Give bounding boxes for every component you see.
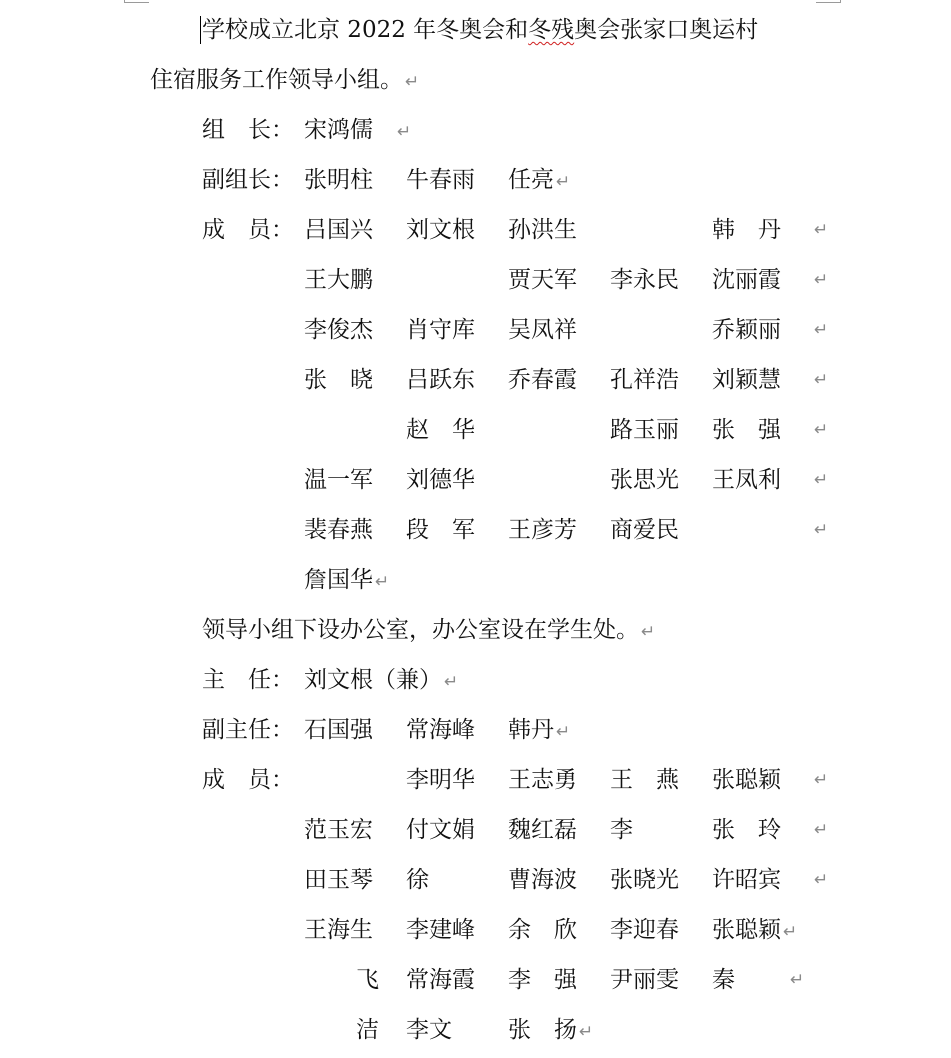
vice-director-name: 常海峰 bbox=[406, 717, 475, 743]
office-member-name: 付文娟 bbox=[406, 817, 475, 843]
heading-paragraph-line1 bbox=[202, 16, 758, 44]
office-member-name: 张聪颖 bbox=[712, 767, 781, 793]
deputy-name-text: 任亮 bbox=[508, 167, 554, 193]
paragraph-mark: ↵ bbox=[814, 320, 829, 340]
member-name: 刘文根 bbox=[406, 217, 475, 243]
paragraph-mark: ↵ bbox=[375, 572, 390, 592]
member-name: 吴凤祥 bbox=[508, 317, 577, 343]
member-name: 乔颖丽 bbox=[712, 317, 781, 343]
paragraph-mark: ↵ bbox=[579, 1022, 594, 1042]
heading-text-line2: 住宿服务工作领导小组。 bbox=[150, 67, 403, 93]
office-member-name: 李 强 bbox=[508, 967, 577, 993]
member-name: 刘德华 bbox=[406, 467, 475, 493]
member-name: 刘颖慧 bbox=[712, 367, 781, 393]
member-name: 王彦芳 bbox=[508, 517, 577, 543]
office-member-name: 许昭宾 bbox=[712, 867, 781, 893]
spellcheck-flagged-word: 冬残 bbox=[528, 17, 575, 43]
office-member-name: 徐 bbox=[406, 867, 429, 893]
office-member-name: 李迎春 bbox=[610, 917, 679, 943]
office-member-name: 李明华 bbox=[406, 767, 475, 793]
paragraph-mark: ↵ bbox=[814, 870, 829, 890]
paragraph-mark: ↵ bbox=[814, 370, 829, 390]
office-member-name: 魏红磊 bbox=[508, 817, 577, 843]
office-member-name: 范玉宏 bbox=[304, 817, 373, 843]
member-name: 肖守库 bbox=[406, 317, 475, 343]
office-member-name: 尹丽雯 bbox=[610, 967, 679, 993]
office-member-name: 李 bbox=[610, 817, 633, 843]
page-corner-top-left bbox=[124, 0, 149, 3]
member-name: 吕国兴 bbox=[304, 217, 373, 243]
paragraph-mark: ↵ bbox=[814, 820, 829, 840]
member-name: 贾天军 bbox=[508, 267, 577, 293]
paragraph-mark: ↵ bbox=[641, 622, 656, 642]
leader-label: 组 长： bbox=[202, 117, 294, 143]
office-member-name: 王志勇 bbox=[508, 767, 577, 793]
member-name: 裴春燕 bbox=[304, 517, 373, 543]
member-name-text: 詹国华 bbox=[304, 567, 373, 593]
office-member-name: 王 燕 bbox=[610, 767, 679, 793]
member-name: 李永民 bbox=[610, 267, 679, 293]
office-member-name bbox=[712, 916, 797, 946]
page-corner-top-right bbox=[816, 0, 841, 3]
member-name: 张思光 bbox=[610, 467, 679, 493]
member-name: 王凤利 bbox=[712, 467, 781, 493]
heading-paragraph-line2 bbox=[150, 66, 419, 96]
paragraph-mark: ↵ bbox=[444, 672, 459, 692]
member-name: 孙洪生 bbox=[508, 217, 577, 243]
director-name-text: 刘文根（兼） bbox=[304, 667, 442, 693]
paragraph-mark: ↵ bbox=[556, 172, 571, 192]
office-member-name: 张 玲 bbox=[712, 817, 781, 843]
member-name bbox=[304, 566, 389, 596]
office-member-name: 王海生 bbox=[304, 917, 373, 943]
text-cursor bbox=[200, 16, 201, 44]
member-name: 吕跃东 bbox=[406, 367, 475, 393]
member-name: 段 军 bbox=[406, 517, 475, 543]
deputy-name: 牛春雨 bbox=[406, 167, 475, 193]
member-name: 孔祥浩 bbox=[610, 367, 679, 393]
member-name: 乔春霞 bbox=[508, 367, 577, 393]
office-member-name bbox=[508, 1016, 593, 1046]
office-members-label: 成 员： bbox=[202, 767, 294, 793]
office-member-name: 飞 bbox=[356, 967, 379, 993]
paragraph-mark: ↵ bbox=[814, 520, 829, 540]
director-name bbox=[304, 666, 458, 696]
paragraph-mark: ↵ bbox=[783, 922, 798, 942]
office-member-name: 田玉琴 bbox=[304, 867, 373, 893]
vice-director-name-text: 韩丹 bbox=[508, 717, 554, 743]
office-member-name-text: 张 扬 bbox=[508, 1017, 577, 1043]
member-name: 李俊杰 bbox=[304, 317, 373, 343]
deputy-name bbox=[508, 166, 570, 196]
office-member-name: 李建峰 bbox=[406, 917, 475, 943]
office-member-name: 洁 bbox=[356, 1017, 379, 1043]
paragraph-mark: ↵ bbox=[790, 970, 805, 990]
paragraph-mark: ↵ bbox=[814, 220, 829, 240]
heading-text-part3: 奥会张家口奥运村 bbox=[574, 17, 759, 43]
paragraph-mark: ↵ bbox=[397, 122, 412, 142]
member-name: 路玉丽 bbox=[610, 417, 679, 443]
vice-director-label: 副主任： bbox=[202, 717, 294, 743]
vice-director-name bbox=[508, 716, 570, 746]
paragraph-mark: ↵ bbox=[814, 270, 829, 290]
member-name: 商爱民 bbox=[610, 517, 679, 543]
office-note bbox=[202, 616, 655, 646]
leader-name-text: 宋鸿儒 bbox=[304, 117, 373, 143]
paragraph-mark: ↵ bbox=[405, 72, 420, 92]
paragraph-mark: ↵ bbox=[814, 770, 829, 790]
deputy-label: 副组长： bbox=[202, 167, 294, 193]
member-name: 王大鹏 bbox=[304, 267, 373, 293]
member-name: 张 晓 bbox=[304, 367, 373, 393]
office-member-name: 李文 bbox=[406, 1017, 452, 1043]
office-member-name: 余 欣 bbox=[508, 917, 577, 943]
vice-director-name: 石国强 bbox=[304, 717, 373, 743]
director-label: 主 任： bbox=[202, 667, 294, 693]
office-member-name: 张晓光 bbox=[610, 867, 679, 893]
office-member-name-text: 张聪颖 bbox=[712, 917, 781, 943]
office-member-name: 常海霞 bbox=[406, 967, 475, 993]
paragraph-mark: ↵ bbox=[814, 420, 829, 440]
member-name: 沈丽霞 bbox=[712, 267, 781, 293]
member-name: 温一军 bbox=[304, 467, 373, 493]
office-member-name: 曹海波 bbox=[508, 867, 577, 893]
deputy-name: 张明柱 bbox=[304, 167, 373, 193]
heading-text-part1: 学校成立北京 2022 年冬奥会和 bbox=[202, 17, 529, 43]
leader-name bbox=[304, 116, 411, 146]
paragraph-mark: ↵ bbox=[814, 470, 829, 490]
members-label: 成 员： bbox=[202, 217, 294, 243]
member-name: 韩 丹 bbox=[712, 217, 781, 243]
office-member-name: 秦 bbox=[712, 967, 735, 993]
paragraph-mark: ↵ bbox=[556, 722, 571, 742]
office-note-text: 领导小组下设办公室，办公室设在学生处。 bbox=[202, 617, 639, 643]
member-name: 张 强 bbox=[712, 417, 781, 443]
member-name: 赵 华 bbox=[406, 417, 475, 443]
